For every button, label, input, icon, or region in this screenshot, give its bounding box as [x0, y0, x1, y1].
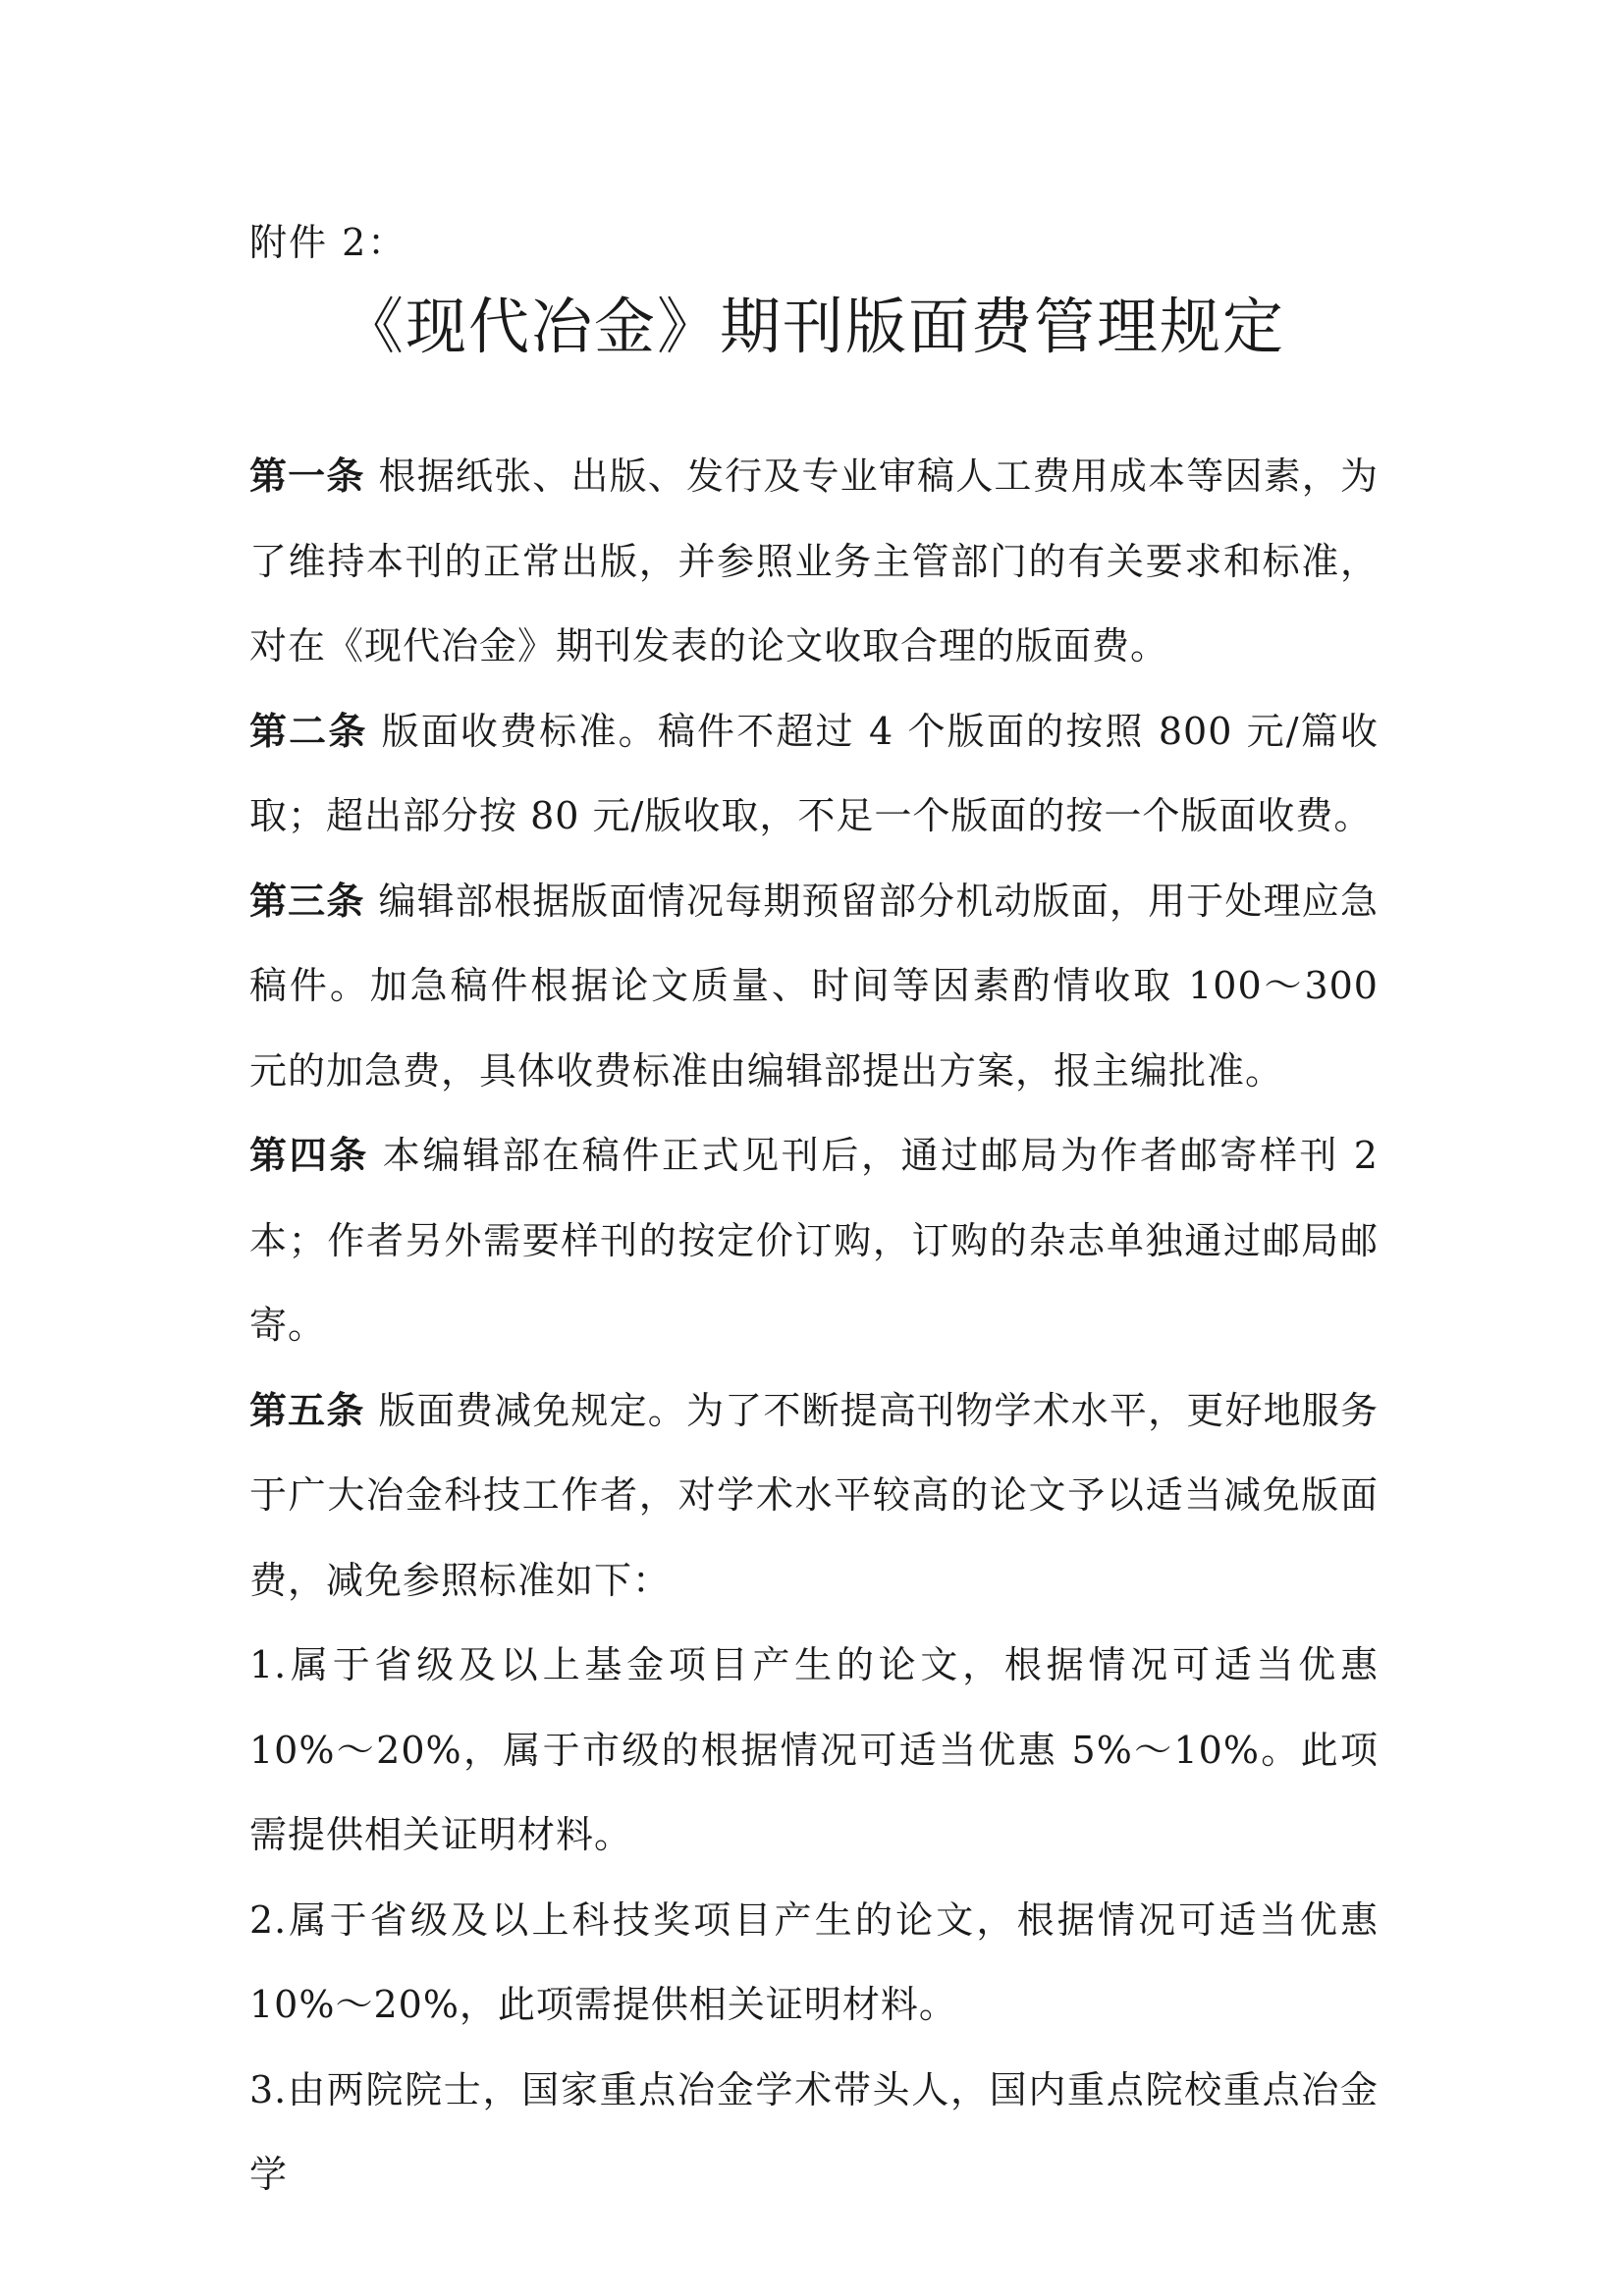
article-text: 版面收费标准。稿件不超过 4 个版面的按照 800 元/篇收取；超出部分按 80 元/版收取，不足一个版面的按一个版面收费。	[249, 709, 1379, 837]
article-label: 第一条	[249, 454, 365, 498]
article-label: 第四条	[249, 1134, 369, 1177]
article-5	[249, 1368, 1379, 1624]
article-1	[249, 434, 1379, 689]
article-4	[249, 1113, 1379, 1368]
list-item: 1.属于省级及以上基金项目产生的论文，根据情况可适当优惠 10%～20%，属于市级的根据情况可适当优惠 5%～10%。此项需提供相关证明材料。	[249, 1643, 1379, 1856]
article-3	[249, 859, 1379, 1114]
article-text: 本编辑部在稿件正式见刊后，通过邮局为作者邮寄样刊 2 本；作者另外需要样刊的按定价订购，订购的杂志单独通过邮局邮寄。	[249, 1134, 1379, 1347]
document-title: 《现代冶金》期刊版面费管理规定	[342, 291, 1285, 362]
document-body	[249, 434, 1379, 2217]
article-label: 第二条	[249, 709, 368, 753]
article-label: 第三条	[249, 879, 365, 923]
article-text: 根据纸张、出版、发行及专业审稿人工费用成本等因素，为了维持本刊的正常出版，并参照业务主管部门的有关要求和标准，对在《现代冶金》期刊发表的论文收取合理的版面费。	[249, 454, 1379, 667]
article-label: 第五条	[249, 1388, 365, 1432]
list-item: 3.由两院院士，国家重点冶金学术带头人，国内重点院校重点冶金学	[249, 2067, 1379, 2196]
list-item: 2.属于省级及以上科技奖项目产生的论文，根据情况可适当优惠 10%～20%，此项需提供相关证明材料。	[249, 1897, 1379, 2026]
attachment-label: 附件 2：	[249, 221, 407, 264]
article-2	[249, 689, 1379, 859]
article-text: 版面费减免规定。为了不断提高刊物学术水平，更好地服务于广大冶金科技工作者，对学术水平较高的论文予以适当减免版面费，减免参照标准如下：	[249, 1388, 1379, 1602]
article-text: 编辑部根据版面情况每期预留部分机动版面，用于处理应急稿件。加急稿件根据论文质量、时间等因素酌情收取 100～300 元的加急费，具体收费标准由编辑部提出方案，报主编批准。	[249, 879, 1379, 1093]
